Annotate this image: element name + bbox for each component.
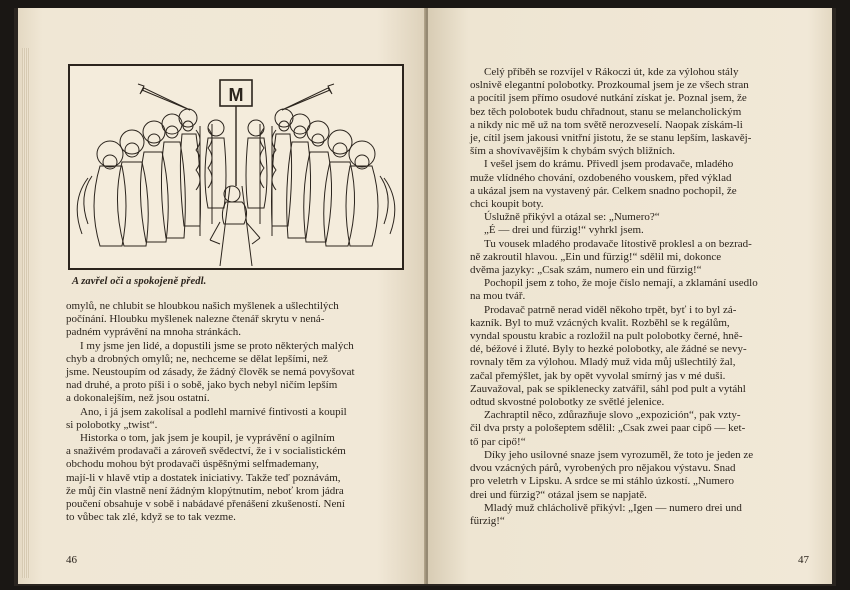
- text-line: poučení obsahuje v sobě i nabádavé přenášení zkušeností. Není: [66, 498, 345, 511]
- text-line: Úslužně přikývl a otázal se: „Numero?“: [484, 211, 660, 224]
- text-line: čil dva prsty a pološeptem sdělil: „Csak zwei paar cipő — ket-: [470, 422, 746, 435]
- text-line: padném vyprávění na mnoha stránkách.: [66, 326, 242, 339]
- text-line: dvěma jazyky: „Csak szám, numero ein und fürzig!“: [470, 264, 702, 277]
- trumpet-left: [138, 84, 190, 110]
- text-line: že můj čin vlastně není žádným klopýtnutím, neboť krom jádra: [66, 484, 344, 497]
- page-number-right: 47: [798, 554, 809, 566]
- text-line: fürzig!“: [470, 514, 505, 527]
- text-line: a pocítil jsem přímo osudové nutkání získat je. Poznal jsem, že: [470, 92, 747, 105]
- text-line: Zauvažoval, pak se spiklenecky zatvářil, sáhl pod pult a vytáhl: [470, 382, 746, 395]
- text-line: vyndal spoustu krabic a rozložil na pult polobotky černé, hně-: [470, 330, 743, 343]
- text-line: chci koupit boty.: [470, 198, 544, 211]
- text-line: Mladý muž chlácholivě přikývl: „Igen — numero drei und: [484, 501, 742, 514]
- text-line: začal přemýšlet, jak by opět vyvolal smírný jas v mé duši.: [470, 369, 726, 382]
- illustration: [68, 64, 404, 270]
- text-line: ně zakroutil hlavou. „Ein und fürzig!“ sdělil mi, dokonce: [470, 250, 722, 263]
- right-page: [428, 8, 832, 584]
- text-line: Prodavač patrně nerad viděl někoho trpět, byť i to byl zá-: [484, 303, 737, 316]
- text-line: rovnaly těm za výlohou. Mladý muž vida můj ušlechtilý žal,: [470, 356, 736, 369]
- text-line: bez těch polobotek budu chřadnout, stanu se melancholickým: [470, 105, 742, 118]
- text-line: počínání. Hloubku myšlenek nalezne čtenář skrytu v nená-: [66, 313, 325, 326]
- figure-caption: A zavřel oči a spokojeně předl.: [72, 276, 207, 287]
- text-line: a snaživém prodavači a zároveň svědectví, že i v socialistickém: [66, 445, 346, 458]
- text-line: muže vlídného chování, ozdobeného vouskem, před výklad: [470, 171, 732, 184]
- text-line: mají-li v hlavě vtip a dostatek iniciativy. Takže teď poznávám,: [66, 471, 341, 484]
- text-line: jsme. Neustoupím od zásady, že žádný člověk se nemá povyšovat: [66, 366, 355, 379]
- book-spread: [14, 8, 836, 586]
- text-line: odtud skvostné polobotky ze světlé jelenice.: [470, 396, 665, 409]
- text-line: a nikdy nic mě už na tom světě nerozveselí. Naopak získám-li: [470, 118, 743, 131]
- text-line: obchodu mohou být prodavači úspěšnými selfmademany,: [66, 458, 319, 471]
- text-line: chyb a drobných omylů; ne, nechceme se dělat lepšími, než: [66, 352, 328, 365]
- text-line: Ano, i já jsem zakolísal a podlehl marnivé fintivosti a koupil: [80, 405, 347, 418]
- text-line: kazník. Byl to muž vzácných kvalit. Rozběhl se k regálům,: [470, 316, 730, 329]
- text-line: omylů, ne chlubit se hloubkou našich myšlenek a ušlechtilých: [66, 300, 339, 312]
- text-line: dé, béžové i žluté. Byly to hezké polobotky, ale žádné se nevy-: [470, 343, 747, 356]
- text-line: ším a shovívavějším k chybám svých bližních.: [470, 145, 675, 158]
- text-line: Tu vousek mladého prodavače lítostivě proklesl a on bezrad-: [484, 237, 752, 250]
- text-line: dvou vzácných párů, vyrobených pro nějakou výstavu. Snad: [470, 462, 736, 475]
- text-line: nad druhé, a proto píši i o sobě, jako bych nebyl ničím lepším: [66, 379, 338, 392]
- text-line: a ukázal jsem na vystavený pár. Celkem snadno pochopil, že: [470, 184, 737, 197]
- page-edge: [22, 48, 30, 578]
- text-line: to vůbec tak zlé, když se to tak vezme.: [66, 511, 236, 524]
- angels-illustration: [70, 66, 402, 268]
- angel-group-left: [77, 109, 212, 246]
- left-page: [18, 8, 426, 584]
- right-page-text: [470, 66, 808, 528]
- text-line: drei und fürzig?“ otázal jsem se napjatě.: [470, 488, 647, 501]
- text-line: oslnivě elegantní polobotky. Prozkoumal jsem je ze všech stran: [470, 79, 749, 92]
- trumpet-right: [282, 84, 334, 110]
- text-line: si polobotky „twist“.: [66, 418, 158, 431]
- text-line: „É — drei und fürzig!“ vyhrkl jsem.: [484, 224, 644, 237]
- text-line: a dokonalejším, než jsou ostatní.: [66, 392, 210, 405]
- text-line: Historka o tom, jak jsem je koupil, je vyprávění o agilním: [80, 432, 335, 445]
- text-line: Díky jeho usilovné snaze jsem vyrozuměl, že toto je jeden ze: [484, 448, 754, 461]
- text-line: I my jsme jen lidé, a dopustili jsme se proto některých malých: [80, 339, 354, 352]
- text-line: tő par cipő!“: [470, 435, 526, 448]
- text-line: I vešel jsem do krámu. Přivedl jsem prodavače, mladého: [484, 158, 734, 171]
- sign-letter: M: [228, 85, 244, 105]
- angel-group-right: [260, 109, 395, 246]
- text-line: Celý příběh se rozvíjel v Rákoczi út, kde za výlohou stály: [484, 66, 739, 78]
- text-line: Pochopil jsem z toho, že moje číslo nemají, a zklamání usedlo: [484, 277, 758, 290]
- page-number-left: 46: [66, 554, 77, 566]
- text-line: Zachraptil něco, zdůrazňuje slovo „expozición“, pak vzty-: [484, 409, 741, 422]
- text-line: pro veletrh v Lipsku. A srdce se mi stáhlo úzkostí. „Numero: [470, 475, 734, 488]
- left-page-text: [66, 300, 402, 524]
- text-line: na mou tvář.: [470, 290, 526, 303]
- text-line: je, cítil jsem jakousi vnitřní jistotu, že se stanu lepším, laskavěj-: [470, 132, 752, 145]
